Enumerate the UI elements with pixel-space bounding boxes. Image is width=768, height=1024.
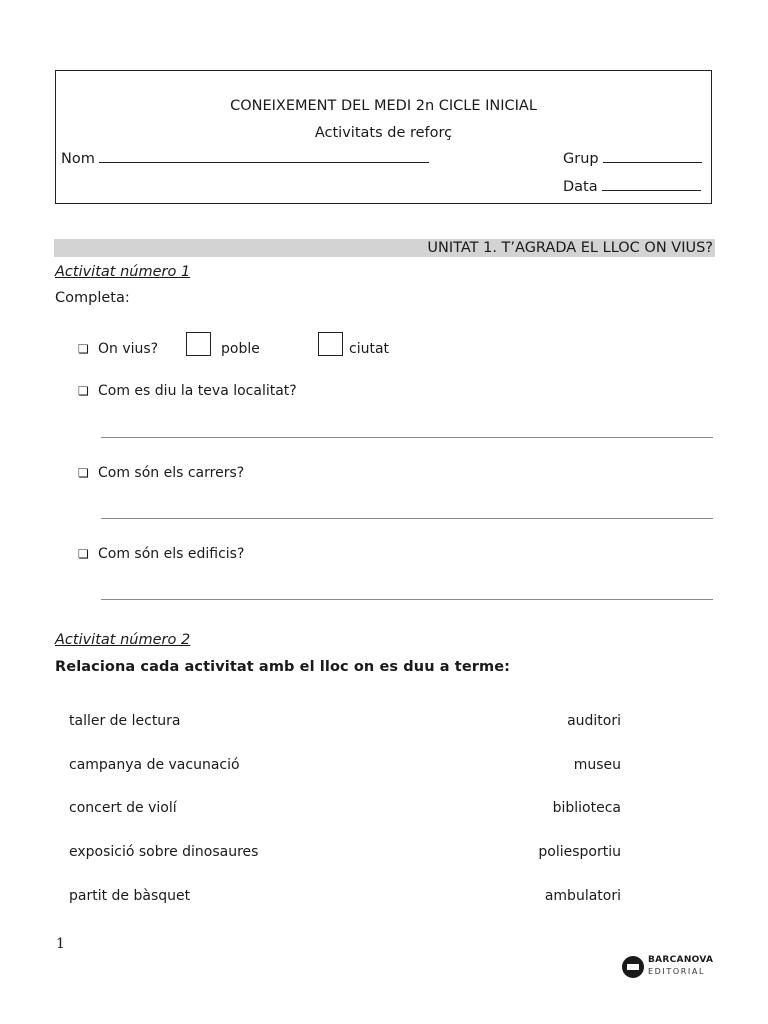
question-on-vius bbox=[78, 341, 158, 357]
place-item[interactable]: poliesportiu bbox=[538, 844, 621, 860]
checkbox-bullet-icon: ❏ bbox=[78, 384, 89, 398]
activity-item[interactable]: taller de lectura bbox=[69, 713, 181, 729]
publisher-logo bbox=[622, 955, 714, 979]
checkbox-bullet-icon: ❏ bbox=[78, 342, 89, 356]
activity1-instruction: Completa: bbox=[55, 290, 130, 306]
barcanova-logo-icon bbox=[622, 956, 644, 978]
question-edificis bbox=[78, 546, 244, 562]
answer-line-carrers[interactable] bbox=[101, 518, 713, 519]
activity-item[interactable]: campanya de vacunació bbox=[69, 757, 240, 773]
question-carrers bbox=[78, 465, 244, 481]
unit-bar bbox=[54, 239, 715, 257]
logo-name: BARCANOVA bbox=[648, 955, 714, 965]
name-label: Nom bbox=[61, 151, 95, 167]
answer-line-localitat[interactable] bbox=[101, 437, 713, 438]
group-label: Grup bbox=[563, 151, 599, 167]
place-item[interactable]: ambulatori bbox=[544, 888, 621, 904]
page-number: 1 bbox=[56, 936, 65, 952]
answer-line-edificis[interactable] bbox=[101, 599, 713, 600]
checkbox-bullet-icon: ❏ bbox=[78, 466, 89, 480]
poble-option-label: poble bbox=[221, 341, 260, 357]
question-text: Com es diu la teva localitat? bbox=[98, 383, 297, 399]
date-blank-line bbox=[602, 178, 701, 191]
place-item[interactable]: biblioteca bbox=[552, 800, 621, 816]
question-text: On vius? bbox=[98, 341, 159, 357]
date-field[interactable] bbox=[563, 178, 701, 195]
name-blank-line bbox=[99, 150, 429, 163]
unit-title: UNITAT 1. T’AGRADA EL LLOC ON VIUS? bbox=[427, 240, 713, 256]
activity-item[interactable]: concert de violí bbox=[69, 800, 177, 816]
activity2-title: Activitat número 2 bbox=[55, 632, 191, 648]
header-box bbox=[55, 70, 712, 204]
logo-subtitle: EDITORIAL bbox=[648, 967, 706, 976]
question-text: Com són els carrers? bbox=[98, 465, 245, 481]
course-title: CONEIXEMENT DEL MEDI 2n CICLE INICIAL bbox=[230, 98, 537, 114]
place-item[interactable]: auditori bbox=[567, 713, 621, 729]
activity2-instruction: Relaciona cada activitat amb el lloc on es duu a terme: bbox=[55, 659, 511, 675]
activity1-title: Activitat número 1 bbox=[55, 264, 191, 280]
activity-item[interactable]: exposició sobre dinosaures bbox=[69, 844, 259, 860]
name-field[interactable] bbox=[61, 150, 429, 167]
group-field[interactable] bbox=[563, 150, 702, 167]
poble-checkbox[interactable] bbox=[186, 332, 211, 356]
question-localitat bbox=[78, 383, 297, 399]
activity-item[interactable]: partit de bàsquet bbox=[69, 888, 191, 904]
worksheet-subtitle: Activitats de reforç bbox=[314, 125, 453, 141]
ciutat-checkbox[interactable] bbox=[318, 332, 343, 356]
place-item[interactable]: museu bbox=[573, 757, 621, 773]
checkbox-bullet-icon: ❏ bbox=[78, 547, 89, 561]
ciutat-option-label: ciutat bbox=[349, 341, 390, 357]
date-label: Data bbox=[563, 179, 598, 195]
group-blank-line bbox=[603, 150, 702, 163]
question-text: Com són els edificis? bbox=[98, 546, 245, 562]
